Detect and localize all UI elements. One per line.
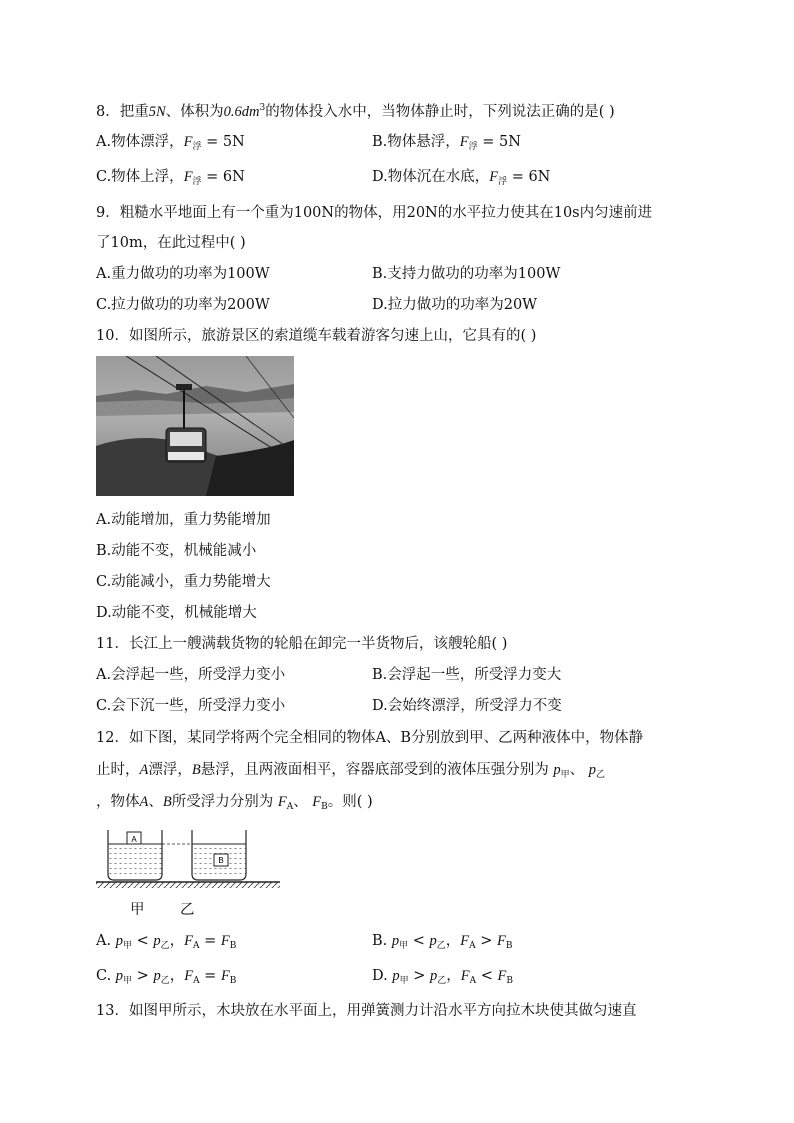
- q12-stem-line1: 12．如下图，某同学将两个完全相同的物体A、B分别放到甲、乙两种液体中，物体静: [96, 730, 644, 746]
- q11-option-a: A.会浮起一些，所受浮力变小: [96, 667, 286, 683]
- q8-option-d: D.物体沉在水底，$F_浮 = 6N$: [372, 169, 551, 187]
- q10-option-d: D.动能不变，机械能增大: [96, 605, 257, 621]
- q8-stem: 8．把重5N、体积为$0.6dm^3$的物体投入水中，当物体静止时，下列说法正确的是( ): [96, 103, 615, 120]
- label-jia: 甲: [130, 902, 145, 918]
- q11-option-d: D.会始终漂浮，所受浮力不变: [372, 698, 562, 714]
- block-b-label: B: [218, 856, 224, 865]
- q10-option-a: A.动能增加，重力势能增加: [96, 512, 271, 528]
- q11-stem: 11．长江上一艘满载货物的轮船在卸完一半货物后，该艘轮船( ): [96, 636, 508, 652]
- q11-option-c: C.会下沉一些，所受浮力变小: [96, 698, 286, 714]
- q12-option-a: A. $p_甲 < p_乙$，$F_A = F_B$: [96, 933, 237, 951]
- q12-stem-line2: 止时，A漂浮，B悬浮，且两液面相平，容器底部受到的液体压强分别为 $p_甲$、 $p_乙$: [96, 762, 605, 780]
- q10-option-c: C.动能减小，重力势能增大: [96, 574, 271, 590]
- q8-option-c: C.物体上浮，$F_浮 = 6N$: [96, 169, 245, 187]
- q10-option-b: B.动能不变，机械能减小: [96, 543, 257, 559]
- q8-option-b: B.物体悬浮，$F_浮 = 5N$: [372, 134, 521, 152]
- q12-option-d: D. $p_甲 > p_乙$，$F_A < F_B$: [372, 968, 513, 986]
- q9-option-c: C.拉力做功的功率为200W: [96, 297, 270, 313]
- q9-option-d: D.拉力做功的功率为20W: [372, 297, 538, 313]
- cable-car-photo: [96, 356, 294, 496]
- q12-option-b: B. $p_甲 < p_乙$，$F_A > F_B$: [372, 933, 513, 951]
- containers-diagram: [94, 826, 284, 890]
- q9-stem-line1: 9．粗糙水平地面上有一个重为100N的物体，用20N的水平拉力使其在10s内匀速前进: [96, 205, 653, 221]
- q13-stem-line1: 13．如图甲所示，木块放在水平面上，用弹簧测力计沿水平方向拉木块使其做匀速直: [96, 1003, 637, 1019]
- q9-stem-line2: 了10m，在此过程中( ): [96, 235, 246, 251]
- q9-option-b: B.支持力做功的功率为100W: [372, 266, 561, 282]
- q12-option-c: C. $p_甲 > p_乙$，$F_A = F_B$: [96, 968, 237, 986]
- q11-option-b: B.会浮起一些，所受浮力变大: [372, 667, 562, 683]
- q9-option-a: A.重力做功的功率为100W: [96, 266, 270, 282]
- block-a-label: A: [131, 835, 137, 844]
- q8-option-a: A.物体漂浮，$F_浮 = 5N$: [96, 134, 245, 152]
- q12-stem-line3: ，物体A、B所受浮力分别为 $F_A$、 $F_B$。则( ): [96, 794, 373, 812]
- q10-stem: 10．如图所示，旅游景区的索道缆车载着游客匀速上山，它具有的( ): [96, 328, 537, 344]
- label-yi: 乙: [180, 902, 195, 918]
